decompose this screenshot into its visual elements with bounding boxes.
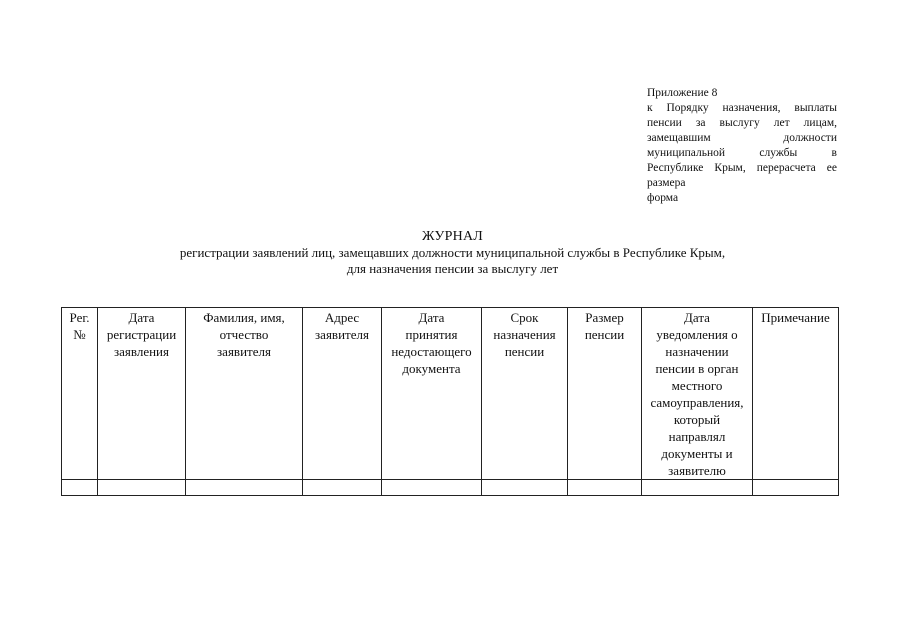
table-row	[62, 480, 839, 496]
appendix-title: Приложение 8	[647, 87, 718, 99]
document-subtitle-line-2: для назначения пенсии за выслугу лет	[346, 261, 559, 276]
header-applicant-address: Адрес заявителя	[303, 308, 382, 480]
appendix-line: замещавшим должности	[647, 132, 837, 144]
table-cell	[186, 480, 303, 496]
appendix-form-label: форма	[647, 192, 679, 204]
table-cell	[642, 480, 753, 496]
table-cell	[62, 480, 98, 496]
header-missing-document-date: Дата принятия недостающего документа	[382, 308, 482, 480]
appendix-line: муниципальной службы в	[647, 147, 837, 159]
appendix-line: размера	[647, 177, 686, 189]
table-cell	[382, 480, 482, 496]
appendix-line: пенсии за выслугу лет лицам,	[647, 117, 837, 129]
journal-table	[61, 307, 839, 496]
document-title: ЖУРНАЛ	[422, 229, 483, 244]
header-notification-date: Дата уведомления о назначении пенсии в орган местного самоуправления, который направлял документы и заявителю	[642, 308, 753, 480]
header-remarks: Примечание	[753, 308, 839, 480]
header-pension-term: Срок назначения пенсии	[482, 308, 568, 480]
table-cell	[482, 480, 568, 496]
appendix-line: Республике Крым, перерасчета ее	[647, 162, 837, 174]
table-cell	[753, 480, 839, 496]
header-registration-date: Дата регистрации заявления	[98, 308, 186, 480]
appendix-note	[647, 86, 837, 206]
appendix-line: к Порядку назначения, выплаты	[647, 102, 837, 114]
table-cell	[568, 480, 642, 496]
header-pension-amount: Размер пенсии	[568, 308, 642, 480]
document-subtitle-line-1: регистрации заявлений лиц, замещавших должности муниципальной службы в Республике Крым,	[179, 245, 726, 260]
header-reg-number: Рег. №	[62, 308, 98, 480]
table-header-row	[62, 308, 839, 480]
document-title-block	[0, 228, 905, 277]
table-cell	[98, 480, 186, 496]
header-applicant-name: Фамилия, имя, отчество заявителя	[186, 308, 303, 480]
table-cell	[303, 480, 382, 496]
